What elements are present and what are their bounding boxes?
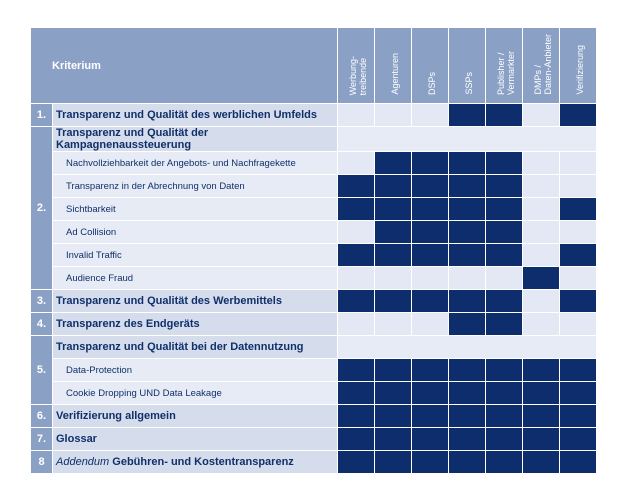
matrix-cell-empty — [338, 104, 375, 127]
row-sub-label — [53, 382, 338, 405]
row-main-label — [53, 104, 338, 127]
matrix-cell-filled — [449, 313, 486, 336]
table-row — [31, 359, 597, 382]
matrix-cell-filled — [449, 198, 486, 221]
matrix-cell-filled — [412, 152, 449, 175]
matrix-cell-filled — [338, 290, 375, 313]
matrix-cell-filled — [560, 405, 597, 428]
row-number: 5. — [31, 336, 53, 405]
row-sub-label — [53, 152, 338, 175]
matrix-cell-filled — [412, 175, 449, 198]
matrix-cell-filled — [560, 382, 597, 405]
matrix-cell-filled — [449, 221, 486, 244]
matrix-cell-filled — [338, 382, 375, 405]
table-row — [31, 152, 597, 175]
matrix-cell-empty — [338, 313, 375, 336]
matrix-cell-empty — [375, 313, 412, 336]
matrix-cell-empty — [523, 175, 560, 198]
row-label-text: Invalid Traffic — [66, 249, 122, 261]
table-row — [31, 290, 597, 313]
matrix-cell-filled — [412, 428, 449, 451]
matrix-cell-filled — [560, 359, 597, 382]
matrix-cell-filled — [412, 451, 449, 474]
header-col-verifizierung — [560, 28, 597, 104]
matrix-cell-filled — [412, 221, 449, 244]
matrix-cell-filled — [523, 451, 560, 474]
matrix-cell-empty — [523, 290, 560, 313]
matrix-cell-filled — [560, 290, 597, 313]
matrix-cell-filled — [412, 405, 449, 428]
table-row — [31, 336, 597, 359]
matrix-cell-filled — [449, 428, 486, 451]
matrix-cell-empty — [560, 267, 597, 290]
header-kriterium: Kriterium — [31, 28, 338, 104]
matrix-cell-filled — [338, 359, 375, 382]
row-label-text: Nachvollziehbarkeit der Angebots- und Nachfragekette — [66, 157, 296, 169]
row-sub-label — [53, 359, 338, 382]
matrix-cell-filled — [486, 175, 523, 198]
row-main-label — [53, 336, 338, 359]
matrix-cell-filled — [338, 451, 375, 474]
table-row — [31, 313, 597, 336]
table-row — [31, 267, 597, 290]
header-col-label: SSPs — [463, 72, 474, 95]
matrix-cell-filled — [375, 244, 412, 267]
matrix-cell-empty — [523, 313, 560, 336]
matrix-cell-filled — [338, 175, 375, 198]
matrix-cell-filled — [375, 290, 412, 313]
header-col-werbungtreibende — [338, 28, 375, 104]
row-label-text: Sichtbarkeit — [66, 203, 116, 215]
header-col-label: DSPs — [426, 71, 437, 95]
header-col-label: Agenturen — [389, 53, 400, 95]
header-col-label: Publisher / Vermarkter — [495, 50, 516, 95]
row-sub-label — [53, 221, 338, 244]
row-main-label — [53, 290, 338, 313]
matrix-cell-filled — [412, 382, 449, 405]
matrix-cell-filled — [560, 244, 597, 267]
matrix-cell-filled — [449, 382, 486, 405]
table-row — [31, 198, 597, 221]
matrix-cell-empty — [412, 104, 449, 127]
matrix-cell-filled — [375, 221, 412, 244]
matrix-cell-filled — [449, 175, 486, 198]
row-sub-label — [53, 267, 338, 290]
band-cell — [338, 336, 597, 359]
matrix-cell-filled — [523, 428, 560, 451]
matrix-cell-empty — [338, 152, 375, 175]
matrix-cell-filled — [560, 451, 597, 474]
row-main-label — [53, 405, 338, 428]
matrix-cell-filled — [486, 313, 523, 336]
matrix-cell-filled — [412, 198, 449, 221]
row-number: 6. — [31, 405, 53, 428]
table-row — [31, 221, 597, 244]
matrix-cell-filled — [486, 104, 523, 127]
header-col-label: Verifizierung — [574, 45, 585, 95]
matrix-cell-filled — [560, 428, 597, 451]
matrix-cell-filled — [486, 244, 523, 267]
matrix-cell-filled — [338, 405, 375, 428]
table-row — [31, 451, 597, 474]
row-main-label — [53, 451, 338, 474]
matrix-cell-filled — [486, 451, 523, 474]
matrix-cell-filled — [523, 267, 560, 290]
header-col-label: Werbung- treibende — [347, 55, 368, 95]
row-label-text: Verifizierung allgemein — [56, 410, 176, 422]
row-main-label — [53, 313, 338, 336]
matrix-cell-filled — [486, 428, 523, 451]
header-col-agenturen — [375, 28, 412, 104]
row-label-text: Transparenz und Qualität des Werbemittels — [56, 295, 282, 307]
matrix-cell-filled — [486, 405, 523, 428]
row-label-text: Data-Protection — [66, 364, 133, 376]
matrix-cell-filled — [412, 244, 449, 267]
matrix-cell-empty — [412, 267, 449, 290]
row-label-italic: Addendum — [56, 456, 110, 468]
matrix-cell-filled — [449, 359, 486, 382]
matrix-cell-filled — [560, 104, 597, 127]
matrix-cell-empty — [338, 267, 375, 290]
matrix-cell-filled — [486, 198, 523, 221]
matrix-cell-filled — [338, 244, 375, 267]
row-label-text: Transparenz in der Abrechnung von Daten — [66, 180, 245, 192]
header-col-label: DMPs / Daten-Anbieter — [532, 34, 553, 95]
matrix-cell-filled — [412, 290, 449, 313]
header-col-ssps — [449, 28, 486, 104]
matrix-cell-filled — [375, 382, 412, 405]
matrix-cell-empty — [560, 175, 597, 198]
matrix-cell-empty — [412, 313, 449, 336]
row-number: 1. — [31, 104, 53, 127]
matrix-cell-filled — [412, 359, 449, 382]
row-number: 2. — [31, 127, 53, 290]
matrix-cell-filled — [375, 198, 412, 221]
matrix-cell-empty — [523, 221, 560, 244]
row-label-text: Glossar — [56, 433, 97, 445]
table-row — [31, 428, 597, 451]
matrix-cell-empty — [338, 221, 375, 244]
header-col-publisher — [486, 28, 523, 104]
matrix-cell-filled — [375, 405, 412, 428]
matrix-cell-filled — [375, 451, 412, 474]
row-label-text: Transparenz und Qualität der Kampagnenaussteuerung — [56, 127, 209, 151]
matrix-cell-filled — [449, 451, 486, 474]
matrix-cell-filled — [375, 359, 412, 382]
row-main-label — [53, 127, 338, 152]
header-col-dmps — [523, 28, 560, 104]
row-sub-label — [53, 244, 338, 267]
matrix-cell-empty — [486, 267, 523, 290]
matrix-cell-filled — [338, 428, 375, 451]
matrix-cell-filled — [486, 221, 523, 244]
row-label-text: Transparenz des Endgeräts — [56, 318, 200, 330]
matrix-cell-filled — [560, 198, 597, 221]
row-number: 7. — [31, 428, 53, 451]
matrix-cell-empty — [523, 152, 560, 175]
matrix-cell-empty — [560, 221, 597, 244]
matrix-cell-filled — [486, 152, 523, 175]
row-label-text: Cookie Dropping UND Data Leakage — [66, 387, 222, 399]
matrix-cell-filled — [375, 428, 412, 451]
table-row — [31, 175, 597, 198]
row-label-text: Ad Collision — [66, 226, 117, 238]
header-row — [31, 28, 597, 104]
matrix-cell-filled — [338, 198, 375, 221]
matrix-cell-filled — [523, 382, 560, 405]
matrix-cell-filled — [523, 359, 560, 382]
matrix-cell-empty — [375, 267, 412, 290]
row-number: 4. — [31, 313, 53, 336]
row-main-label — [53, 428, 338, 451]
matrix-cell-filled — [375, 175, 412, 198]
matrix-cell-empty — [375, 104, 412, 127]
matrix-cell-empty — [560, 313, 597, 336]
matrix-cell-filled — [449, 290, 486, 313]
table-row — [31, 382, 597, 405]
matrix-cell-filled — [449, 152, 486, 175]
matrix-cell-filled — [449, 405, 486, 428]
matrix-cell-filled — [486, 290, 523, 313]
matrix-cell-empty — [523, 104, 560, 127]
matrix-cell-filled — [486, 382, 523, 405]
matrix-cell-empty — [523, 198, 560, 221]
matrix-cell-filled — [375, 152, 412, 175]
row-label-text: Transparenz und Qualität bei der Datennutzung — [56, 341, 304, 353]
row-sub-label — [53, 198, 338, 221]
row-number: 3. — [31, 290, 53, 313]
criteria-matrix — [30, 27, 597, 474]
row-sub-label — [53, 175, 338, 198]
row-label-text: Audience Fraud — [66, 272, 134, 284]
row-label-text: Transparenz und Qualität des werblichen Umfelds — [56, 109, 318, 121]
matrix-cell-empty — [560, 152, 597, 175]
matrix-cell-empty — [523, 244, 560, 267]
matrix-cell-filled — [449, 244, 486, 267]
table-row — [31, 244, 597, 267]
row-number: 8 — [31, 451, 53, 474]
matrix-cell-empty — [449, 267, 486, 290]
row-label-text: Gebühren- und Kostentransparenz — [109, 456, 294, 468]
table-row — [31, 405, 597, 428]
matrix-cell-filled — [486, 359, 523, 382]
matrix-cell-filled — [523, 405, 560, 428]
header-col-dsps — [412, 28, 449, 104]
band-cell — [338, 127, 597, 152]
matrix-cell-filled — [449, 104, 486, 127]
table-row — [31, 127, 597, 152]
table-row — [31, 104, 597, 127]
